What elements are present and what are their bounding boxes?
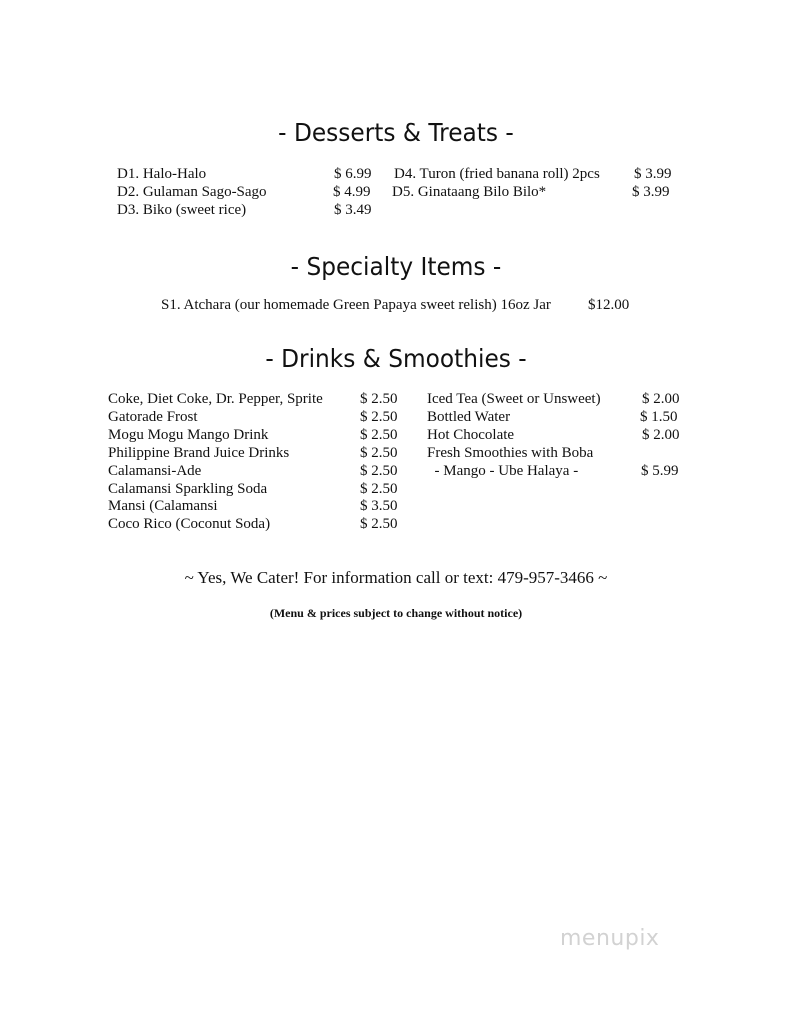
- specialty-item-price: $12.00: [588, 297, 630, 313]
- menu-item-name: D4. Turon (fried banana roll) 2pcs: [394, 166, 600, 182]
- menu-item-name: Fresh Smoothies with Boba: [427, 445, 594, 461]
- menu-item-price: $ 3.99: [632, 184, 670, 200]
- menu-item-price: $ 4.99: [333, 184, 371, 200]
- price-notice: (Menu & prices subject to change without notice): [269, 606, 523, 620]
- menu-item-price: $ 3.50: [360, 498, 398, 514]
- menu-item-name: Hot Chocolate: [427, 427, 515, 443]
- menu-item-name: Coco Rico (Coconut Soda): [108, 516, 271, 532]
- menu-item-name: - Mango - Ube Halaya -: [427, 463, 579, 479]
- menu-item-name: Mogu Mogu Mango Drink: [108, 427, 269, 443]
- specialty-item-name: S1. Atchara (our homemade Green Papaya sweet relish) 16oz Jar: [161, 297, 551, 313]
- menu-item-price: $ 2.50: [360, 409, 398, 425]
- menu-item-name: Philippine Brand Juice Drinks: [108, 445, 290, 461]
- menu-item-name: Bottled Water: [427, 409, 511, 425]
- menu-item-price: $ 3.99: [634, 166, 672, 182]
- desserts-heading: - Desserts & Treats -: [278, 118, 514, 147]
- menu-item-name: D1. Halo-Halo: [117, 166, 207, 182]
- menu-item-price: $ 2.00: [642, 391, 680, 407]
- menu-item-price: $ 2.50: [360, 463, 398, 479]
- watermark-logo: menupix: [560, 926, 660, 951]
- menu-item-name: D5. Ginataang Bilo Bilo*: [392, 184, 547, 200]
- menu-item-name: Mansi (Calamansi: [108, 498, 218, 514]
- menu-item-name: D2. Gulaman Sago-Sago: [117, 184, 267, 200]
- catering-line: ~ Yes, We Cater! For information call or text: 479-957-3466 ~: [184, 568, 608, 587]
- menu-item-price: $ 2.50: [360, 391, 398, 407]
- menu-item-name: Iced Tea (Sweet or Unsweet): [427, 391, 601, 407]
- menu-item-name: Gatorade Frost: [108, 409, 198, 425]
- menu-item-price: $ 5.99: [641, 463, 679, 479]
- menu-item-price: $ 2.50: [360, 427, 398, 443]
- menu-item-price: $ 1.50: [640, 409, 678, 425]
- menu-item-price: $ 3.49: [334, 202, 372, 218]
- menu-item-price: $ 2.00: [642, 427, 680, 443]
- menu-item-name: Calamansi Sparkling Soda: [108, 481, 268, 497]
- drinks-heading: - Drinks & Smoothies -: [265, 344, 527, 373]
- menu-item-price: $ 2.50: [360, 481, 398, 497]
- menu-item-name: Calamansi-Ade: [108, 463, 202, 479]
- specialty-heading: - Specialty Items -: [290, 252, 502, 281]
- menu-item-name: D3. Biko (sweet rice): [117, 202, 247, 218]
- menu-item-price: $ 2.50: [360, 516, 398, 532]
- menu-item-price: $ 6.99: [334, 166, 372, 182]
- menu-item-price: $ 2.50: [360, 445, 398, 461]
- menu-item-name: Coke, Diet Coke, Dr. Pepper, Sprite: [108, 391, 323, 407]
